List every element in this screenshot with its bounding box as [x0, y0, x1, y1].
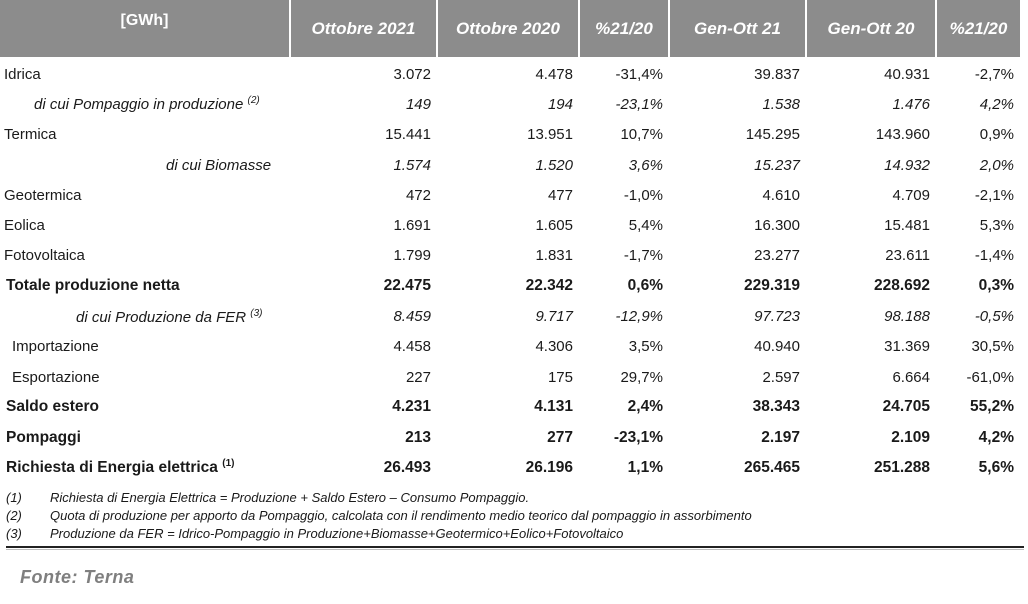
table-row-richiesta-energia [0, 453, 1020, 483]
cell: 4.458 [393, 338, 431, 356]
table-row-fotovoltaica [0, 241, 1020, 271]
cell: 0,9% [979, 126, 1014, 144]
cell: 14.932 [884, 156, 930, 174]
row-label-cell [0, 89, 290, 119]
cell: 228.692 [873, 277, 930, 295]
cell: 8.459 [393, 308, 431, 326]
cell: 15.481 [884, 217, 930, 235]
cell: 26.196 [525, 459, 573, 476]
cell: 98.188 [884, 308, 930, 326]
table-row-totale-produzione [0, 271, 1020, 301]
row-label: Fotovoltaica [4, 247, 85, 265]
cell: 40.940 [754, 338, 800, 356]
footnote-text: Quota di produzione per apporto da Pompaggio, calcolata con il rendimento medio teorico dal pompaggio in assorbimento [50, 507, 752, 523]
cell: -1,0% [623, 186, 663, 204]
row-label: Richiesta di Energia elettrica [6, 459, 218, 477]
header-gen-ott-21: Gen-Ott 21 [669, 0, 806, 57]
table-row-biomasse [0, 150, 1020, 180]
cell: 40.931 [884, 65, 930, 83]
table-row-geotermica [0, 180, 1020, 210]
cell: 97.723 [754, 308, 800, 326]
cell: 251.288 [873, 459, 930, 476]
cell: 3,5% [628, 338, 663, 356]
cell: 4,2% [978, 428, 1014, 446]
table-row-saldo-estero [0, 392, 1020, 422]
cell: 143.960 [875, 126, 930, 144]
cell: 1.605 [535, 217, 573, 235]
cell: 31.369 [884, 338, 930, 356]
cell: 4.709 [892, 186, 930, 204]
cell: 4.306 [535, 338, 573, 356]
row-label: Idrica [4, 65, 41, 83]
cell: -1,7% [623, 247, 663, 265]
footnote-2 [6, 506, 1016, 524]
cell: 1.831 [535, 247, 573, 265]
cell: 4.231 [392, 398, 431, 416]
table-row-importazione [0, 332, 1020, 362]
cell: 13.951 [527, 126, 573, 144]
cell: 1.538 [762, 95, 800, 113]
row-label: Saldo estero [6, 398, 100, 416]
cell: 39.837 [754, 65, 800, 83]
cell: -61,0% [966, 368, 1014, 386]
cell: 227 [405, 368, 431, 386]
row-label-cell [0, 301, 290, 331]
cell: -2,1% [974, 186, 1014, 204]
source-caption: Fonte: Terna [20, 567, 135, 587]
cell: 175 [547, 368, 573, 386]
cell: -1,4% [974, 247, 1014, 265]
cell: 0,3% [978, 277, 1014, 295]
cell: 22.475 [383, 277, 431, 295]
cell: 15.441 [385, 126, 431, 144]
row-label: Importazione [12, 338, 99, 356]
footnote-1 [6, 488, 1016, 506]
table-row-termica [0, 120, 1020, 150]
cell: 477 [547, 186, 573, 204]
footnote-text: Produzione da FER = Idrico-Pompaggio in Produzione+Biomasse+Geotermico+Eolico+Fotovoltaico [50, 525, 624, 541]
cell: 5,3% [979, 217, 1014, 235]
footnote-3 [6, 524, 1016, 542]
cell: -0,5% [974, 308, 1014, 326]
row-label: Esportazione [12, 368, 100, 386]
cell: 26.493 [383, 459, 431, 476]
cell: 194 [547, 95, 573, 113]
footnote-text: Richiesta di Energia Elettrica = Produzione + Saldo Estero – Consumo Pompaggio. [50, 489, 530, 505]
cell: 23.277 [754, 247, 800, 265]
cell: 10,7% [620, 126, 663, 144]
cell: 472 [405, 186, 431, 204]
cell: 1.520 [535, 156, 573, 174]
cell: 213 [405, 428, 431, 446]
cell: 2.197 [761, 428, 800, 446]
cell: 3.072 [393, 65, 431, 83]
cell: 1.476 [892, 95, 930, 113]
cell: 0,6% [627, 277, 663, 295]
cell: 4.478 [535, 65, 573, 83]
cell: 29,7% [620, 368, 663, 386]
cell: 277 [547, 428, 573, 446]
footnote-number: (2) [6, 507, 22, 523]
cell: 6.664 [892, 368, 930, 386]
table-row-pompaggio-produzione [0, 89, 1020, 119]
cell: 30,5% [971, 338, 1014, 356]
divider-shadow [6, 549, 1024, 550]
header-ottobre-2021: Ottobre 2021 [290, 0, 437, 57]
cell: 5,4% [628, 217, 663, 235]
cell: 1,1% [627, 459, 663, 476]
table-row-produzione-fer [0, 301, 1020, 331]
footnote-ref: (1) [222, 458, 235, 470]
cell: 2,0% [979, 156, 1014, 174]
cell: 22.342 [525, 277, 573, 295]
cell: 38.343 [752, 398, 800, 416]
cell: 55,2% [970, 398, 1014, 416]
table-row-eolica [0, 210, 1020, 240]
cell: -12,9% [615, 308, 663, 326]
cell: 24.705 [882, 398, 930, 416]
header-pct-ytd: %21/20 [936, 0, 1020, 57]
footnote-ref: (2) [247, 95, 260, 107]
cell: -2,7% [974, 65, 1014, 83]
divider-line [6, 546, 1024, 548]
cell: -23,1% [613, 428, 663, 446]
table-header-row [0, 0, 1020, 57]
row-label: Geotermica [4, 186, 82, 204]
cell: 16.300 [754, 217, 800, 235]
cell: 2.597 [762, 368, 800, 386]
cell: 5,6% [978, 459, 1014, 476]
cell: 229.319 [743, 277, 800, 295]
cell: 4.610 [762, 186, 800, 204]
row-label: di cui Produzione da FER [76, 308, 247, 326]
footnote-number: (1) [6, 489, 22, 505]
row-label: di cui Biomasse [166, 156, 272, 174]
cell: 3,6% [628, 156, 663, 174]
row-label: Pompaggi [6, 428, 81, 446]
cell: 4,2% [979, 95, 1014, 113]
cell: 1.691 [393, 217, 431, 235]
cell: -23,1% [615, 95, 663, 113]
cell: 265.465 [743, 459, 800, 476]
header-unit: [GWh] [0, 0, 290, 57]
row-label: Termica [4, 126, 57, 144]
header-ottobre-2020: Ottobre 2020 [437, 0, 579, 57]
cell: 9.717 [535, 308, 573, 326]
table-row-esportazione [0, 362, 1020, 392]
cell: 15.237 [754, 156, 800, 174]
row-label: di cui Pompaggio in produzione [34, 96, 244, 114]
cell: 1.574 [393, 156, 431, 174]
cell: 23.611 [885, 247, 930, 265]
cell: 149 [405, 95, 431, 113]
cell: 1.799 [393, 247, 431, 265]
row-label: Totale produzione netta [6, 277, 180, 295]
table-row-idrica [0, 57, 1020, 89]
header-pct-month: %21/20 [579, 0, 669, 57]
cell: 2.109 [891, 428, 930, 446]
cell: 2,4% [627, 398, 663, 416]
row-label: Eolica [4, 217, 45, 235]
footnote-number: (3) [6, 525, 22, 541]
footnotes [6, 488, 1016, 542]
header-gen-ott-20: Gen-Ott 20 [806, 0, 936, 57]
cell: 145.295 [745, 126, 800, 144]
cell: -31,4% [615, 65, 663, 83]
cell: 4.131 [534, 398, 573, 416]
table-row-pompaggi [0, 423, 1020, 453]
footnote-ref: (3) [250, 307, 263, 319]
row-label-cell [0, 453, 290, 483]
